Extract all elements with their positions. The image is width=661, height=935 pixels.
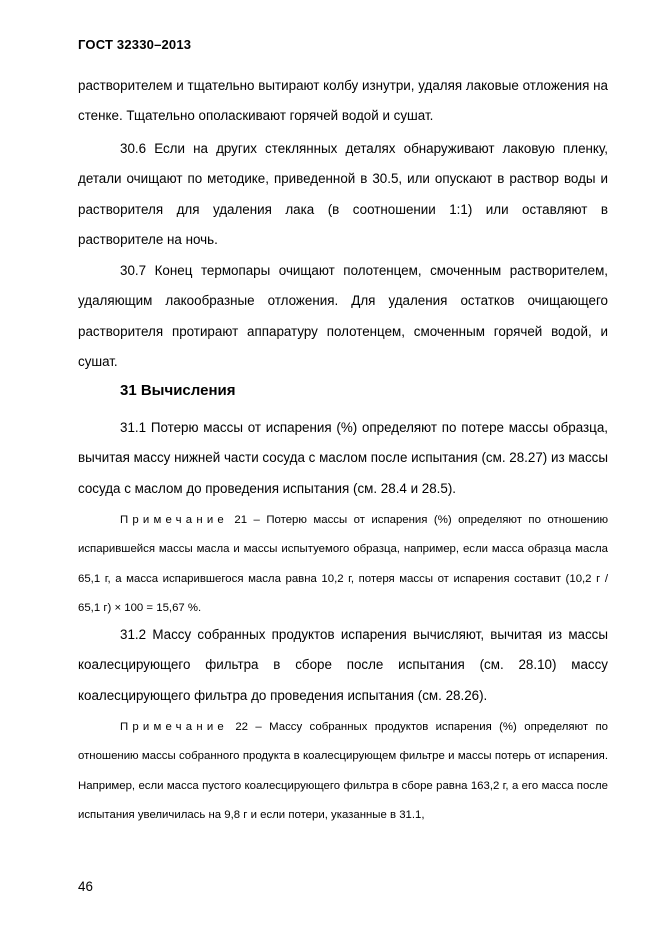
note-label: Примечание: [120, 514, 228, 526]
paragraph-30-7: 30.7 Конец термопары очищают полотенцем, смоченным растворителем, удаляющим лакообразные отложения. Для удаления остатков очищающего растворителя протирают аппаратуру полотенцем, смоченным горячей водой, и сушат.: [78, 263, 608, 369]
paragraph-31-2: 31.2 Массу собранных продуктов испарения вычисляют, вычитая из массы коалесцирующего фильтра в сборе после испытания (см. 28.10) массу коалесцирующего фильтра до проведения испытания (см. 28.26).: [78, 627, 608, 703]
note-label: Примечание: [120, 721, 228, 733]
page-number: 46: [78, 879, 93, 894]
paragraph-30-6: 30.6 Если на других стеклянных деталях обнаруживают лаковую пленку, детали очищают по методике, приведенной в 30.5, или опускают в раствор воды и растворителя для удаления лака (в соотношении 1:1) или оставляют в растворителе на ночь.: [78, 141, 608, 247]
note-22: [78, 713, 608, 830]
document-header: ГОСТ 32330–2013: [78, 37, 192, 52]
paragraph-continuation: растворителем и тщательно вытирают колбу изнутри, удаляя лаковые отложения на стенке. Тщательно ополаскивают горячей водой и сушат.: [78, 78, 608, 124]
note-text: 21 – Потерю массы от испарения (%) определяют по отношению испарившейся массы масла и массы испытуемого образца, например, если масса образца масла 65,1 г, а масса испарившегося масла равна 10,2 г, потеря массы от испарения составит (10,2 г / 65,1 г) × 100 = 15,67 %.: [78, 514, 608, 614]
section-heading: 31 Вычисления: [120, 382, 236, 399]
paragraph-31-1: 31.1 Потерю массы от испарения (%) определяют по потере массы образца, вычитая массу нижней части сосуда с маслом после испытания (см. 28.27) из массы сосуда с маслом до проведения испытания (см. 28.4 и 28.5).: [78, 420, 608, 496]
note-21: [78, 506, 608, 623]
note-text: 22 – Массу собранных продуктов испарения (%) определяют по отношению массы собранного продукта в коалесцирующем фильтре и массы потерь от испарения. Например, если масса пустого коалесцирующего фильтра в сборе равна 163,2 г, а его масса после испытания увеличилась на 9,8 г и если потери, указанные в 31.1,: [78, 721, 608, 821]
